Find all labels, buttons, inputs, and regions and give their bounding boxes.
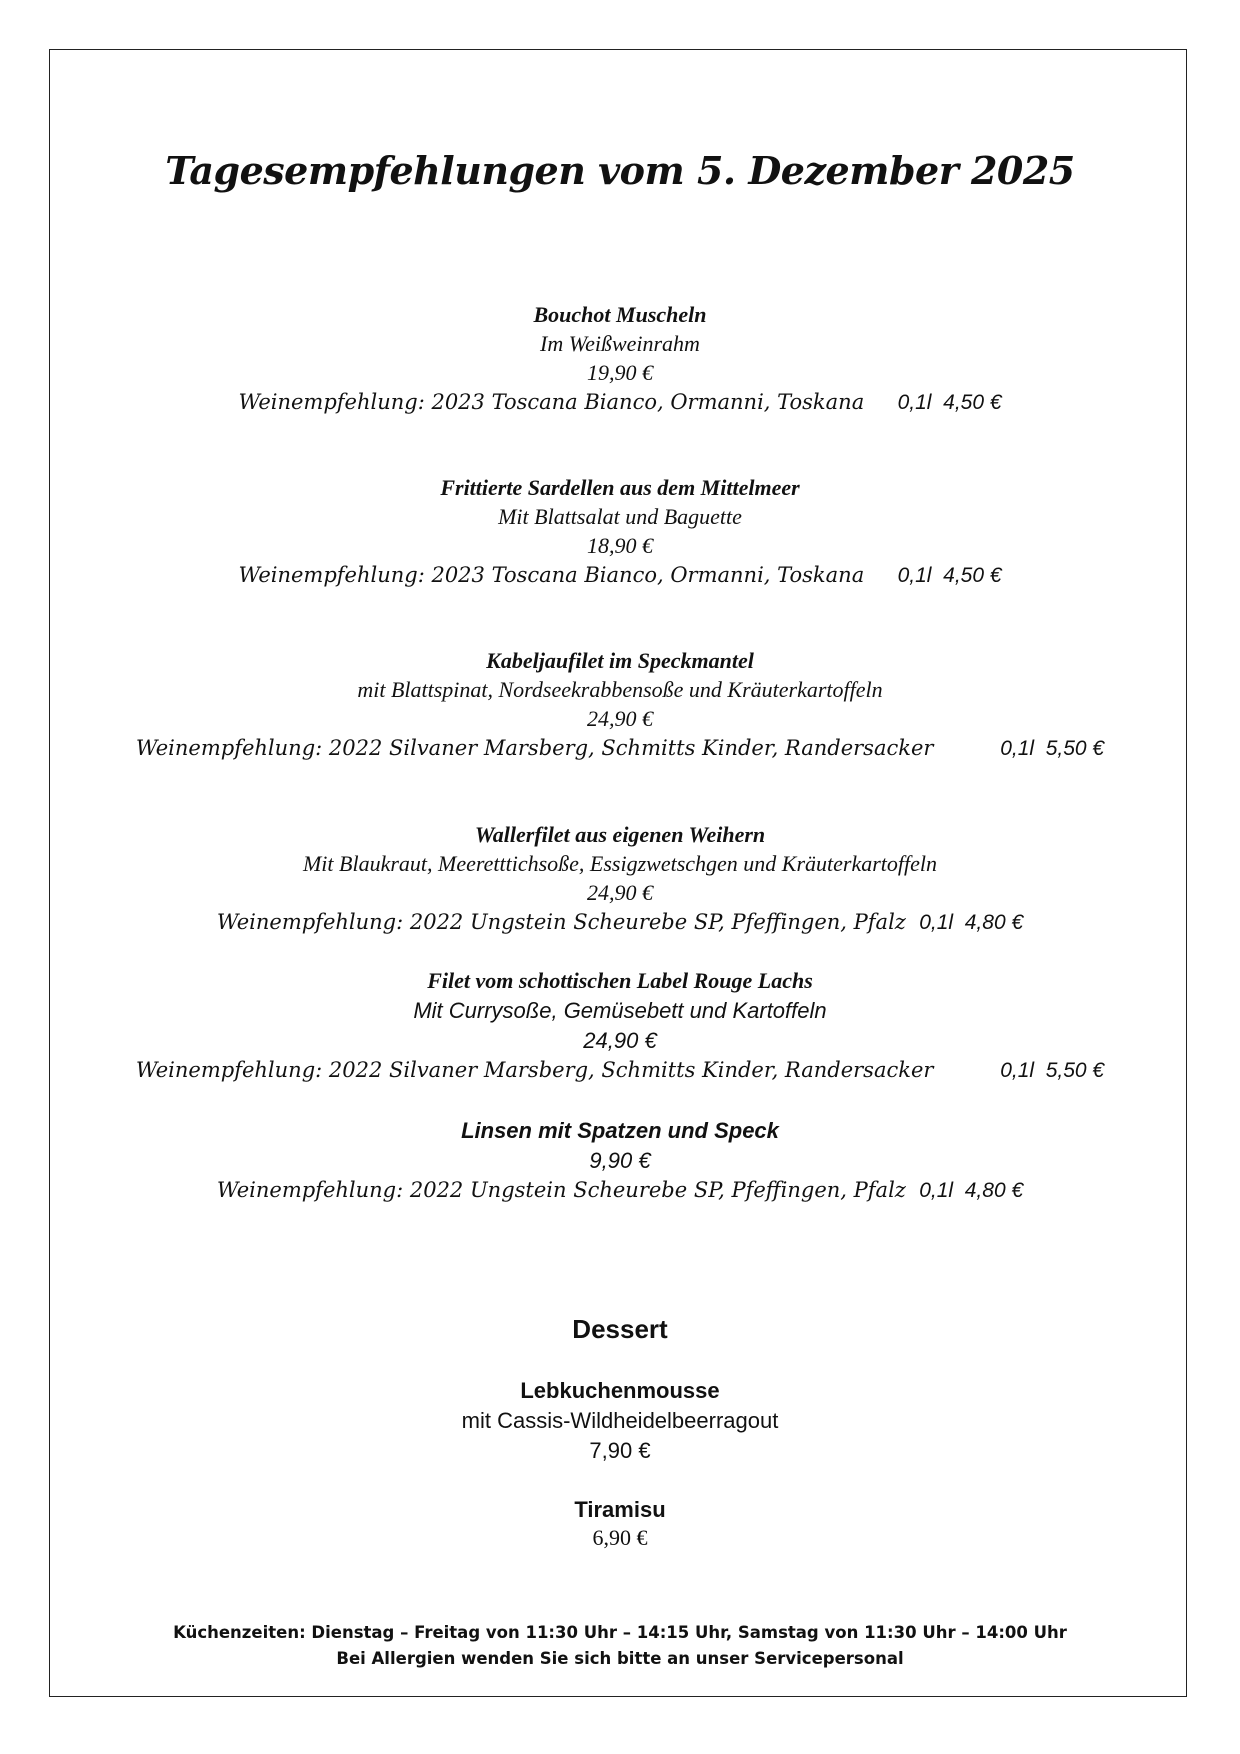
wine-amount: 0,1l 4,80 € bbox=[919, 1179, 1024, 1202]
wine-amount: 0,1l 5,50 € bbox=[1000, 737, 1105, 760]
dessert-heading: Dessert bbox=[572, 1314, 668, 1344]
wine-text: Weinempfehlung: 2022 Ungstein Scheurebe SP, Pfeffingen, Pfalz bbox=[216, 1178, 906, 1202]
wine-text: Weinempfehlung: 2022 Ungstein Scheurebe SP, Pfeffingen, Pfalz bbox=[216, 910, 906, 934]
wine-recommendation bbox=[0, 910, 1240, 935]
dish-name: Linsen mit Spatzen und Speck bbox=[461, 1118, 779, 1143]
dish-price: 18,90 € bbox=[587, 533, 653, 558]
wine-text: Weinempfehlung: 2023 Toscana Bianco, Ormanni, Toskana bbox=[238, 563, 865, 587]
dessert-description: mit Cassis-Wildheidelbeerragout bbox=[461, 1408, 779, 1433]
dish-name: Frittierte Sardellen aus dem Mittelmeer bbox=[440, 475, 800, 500]
wine-amount: 0,1l 4,80 € bbox=[919, 911, 1024, 934]
wine-amount: 0,1l 4,50 € bbox=[897, 391, 1002, 414]
allergy-note: Bei Allergien wenden Sie sich bitte an unser Servicepersonal bbox=[336, 1649, 904, 1668]
dish-name: Wallerfilet aus eigenen Weihern bbox=[474, 822, 766, 847]
dish-name: Bouchot Muscheln bbox=[533, 302, 707, 327]
dessert-name: Lebkuchenmousse bbox=[520, 1378, 720, 1403]
page-title: Tagesempfehlungen vom 5. Dezember 2025 bbox=[165, 148, 1075, 193]
dish-price: 19,90 € bbox=[587, 360, 653, 385]
dessert-name: Tiramisu bbox=[574, 1497, 666, 1522]
dessert-price: 7,90 € bbox=[589, 1438, 651, 1463]
dish-price: 24,90 € bbox=[583, 1028, 657, 1053]
dish-price: 24,90 € bbox=[587, 880, 653, 905]
dish-description: Mit Blattsalat und Baguette bbox=[498, 504, 742, 529]
dish-description: mit Blattspinat, Nordseekrabbensoße und Kräuterkartoffeln bbox=[357, 677, 883, 702]
wine-recommendation bbox=[0, 736, 1240, 761]
dish-price: 24,90 € bbox=[587, 706, 653, 731]
dessert-price: 6,90 € bbox=[592, 1525, 648, 1550]
dish-description: Im Weißweinrahm bbox=[540, 331, 700, 356]
dish-price: 9,90 € bbox=[589, 1148, 651, 1173]
wine-amount: 0,1l 5,50 € bbox=[1000, 1059, 1105, 1082]
wine-recommendation bbox=[0, 1178, 1240, 1203]
wine-recommendation bbox=[0, 563, 1240, 588]
wine-text: Weinempfehlung: 2022 Silvaner Marsberg, Schmitts Kinder, Randersacker bbox=[135, 736, 934, 760]
kitchen-hours: Küchenzeiten: Dienstag – Freitag von 11:30 Uhr – 14:15 Uhr, Samstag von 11:30 Uhr – 14:00 Uhr bbox=[173, 1623, 1067, 1642]
dish-description: Mit Blaukraut, Meeretttichsoße, Essigzwetschgen und Kräuterkartoffeln bbox=[302, 851, 938, 876]
wine-amount: 0,1l 4,50 € bbox=[897, 564, 1002, 587]
wine-recommendation bbox=[0, 1058, 1240, 1083]
dish-description: Mit Currysoße, Gemüsebett und Kartoffeln bbox=[413, 998, 827, 1023]
wine-recommendation bbox=[0, 390, 1240, 415]
wine-text: Weinempfehlung: 2022 Silvaner Marsberg, Schmitts Kinder, Randersacker bbox=[135, 1058, 934, 1082]
dish-name: Filet vom schottischen Label Rouge Lachs bbox=[427, 968, 813, 993]
wine-text: Weinempfehlung: 2023 Toscana Bianco, Ormanni, Toskana bbox=[238, 390, 865, 414]
dish-name: Kabeljaufilet im Speckmantel bbox=[486, 648, 754, 673]
